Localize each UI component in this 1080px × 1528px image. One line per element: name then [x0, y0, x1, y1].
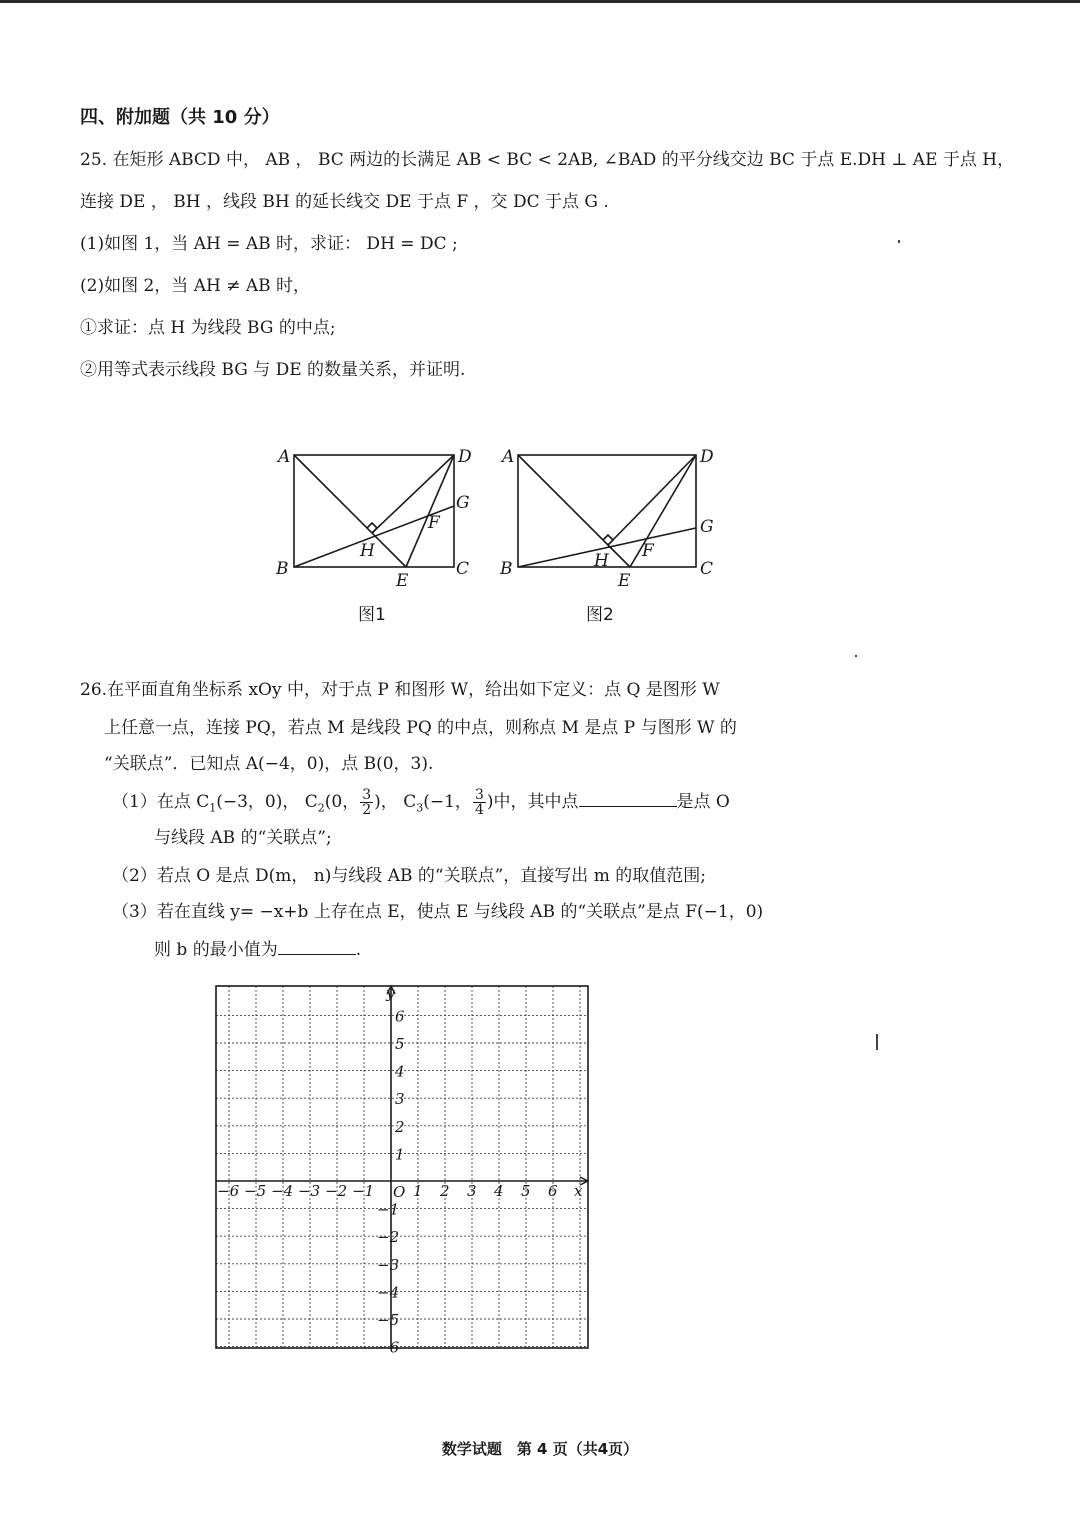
y-tick-label: −4: [377, 1283, 400, 1302]
fig2-label-D: D: [700, 447, 714, 467]
y-tick-label: −2: [377, 1228, 400, 1247]
fig2-label-F: F: [642, 541, 654, 561]
c3-fraction: [473, 788, 486, 817]
q26-p1-prefix: （1）在点 C: [112, 792, 210, 812]
y-tick-label: 4: [395, 1062, 405, 1081]
x-tick-label: 3: [467, 1182, 477, 1200]
fig1-label-E: E: [396, 571, 409, 591]
fig1-label-C: C: [456, 559, 470, 579]
c3-fraction-numerator: 3: [474, 787, 484, 803]
x-tick-label: 5: [521, 1182, 531, 1200]
y-axis-label: y: [386, 984, 395, 1002]
scan-speck: [855, 655, 857, 657]
x-tick-label: 2: [440, 1182, 450, 1200]
y-tick-label: 6: [395, 1007, 405, 1026]
fig1-label-D: D: [458, 447, 472, 467]
y-tick-label: −5: [377, 1311, 400, 1329]
q26-p3-answer-blank[interactable]: [278, 938, 356, 955]
figure-2: [494, 440, 724, 600]
fig2-right-angle-mark: [603, 535, 613, 545]
q26-p1-suffix: 是点 O: [676, 792, 730, 812]
c3-label: C: [403, 792, 417, 812]
x-tick-label: −2: [325, 1182, 348, 1200]
scan-speck: [898, 240, 900, 243]
y-tick-label: −3: [377, 1255, 400, 1274]
q25-stem-line2: 连接 DE ， BH ，线段 BH 的延长线交 DE 于点 F ，交 DC 于点 G .: [80, 192, 609, 212]
fig1-label-G: G: [456, 493, 470, 513]
fig1-label-H: H: [360, 541, 375, 561]
section-title: 四、附加题（共 10 分）: [80, 107, 280, 128]
fig2-label-A: A: [502, 447, 515, 467]
c2-close: )，: [374, 792, 398, 812]
x-tick-label: 6: [548, 1182, 558, 1200]
x-tick-label: −1: [352, 1182, 375, 1200]
y-tick-label: 5: [395, 1035, 405, 1053]
x-tick-label: 1: [413, 1182, 423, 1200]
fig1-line-AE: [294, 455, 406, 567]
q25-part2: (2)如图 2，当 AH ≠ AB 时，: [80, 276, 311, 296]
scan-top-edge: [0, 0, 1080, 3]
x-tick-label: −5: [244, 1182, 267, 1200]
fig2-label-E: E: [618, 571, 631, 591]
x-tick-label: −3: [298, 1182, 321, 1200]
q25-sub2: ②用等式表示线段 BG 与 DE 的数量关系，并证明.: [80, 360, 466, 380]
q26-part3-line1: （3）若在直线 y= −x+b 上存在点 E，使点 E 与线段 AB 的“关联点”是点 F(−1，0): [112, 902, 764, 922]
fig2-line-DE: [630, 455, 696, 567]
c2-label: C: [304, 792, 318, 812]
y-tick-label: −1: [377, 1200, 400, 1219]
fig1-right-angle-mark: [367, 523, 377, 533]
x-tick-label: −6: [217, 1182, 240, 1200]
q26-part3-line2: [154, 938, 361, 962]
y-tick-label: 1: [395, 1145, 405, 1164]
fig1-label-F: F: [428, 513, 440, 533]
q26-part1-line2: 与线段 AB 的“关联点”;: [154, 828, 332, 848]
q26-p3-suffix: .: [355, 940, 362, 960]
q26-stem-line3: “关联点”．已知点 A(−4，0)，点 B(0，3).: [104, 754, 434, 774]
c2-fraction-numerator: 3: [362, 787, 372, 803]
fig2-line-AE: [518, 455, 630, 567]
q26-stem-line1: 26.在平面直角坐标系 xOy 中，对于点 P 和图形 W，给出如下定义：点 Q 是图形 W: [80, 680, 720, 700]
c3-fraction-denominator: 4: [474, 802, 484, 818]
page-footer: 数学试题 第 4 页（共4页）: [441, 1440, 639, 1458]
c2-open: (0，: [324, 792, 360, 812]
fig1-line-DE: [406, 455, 454, 567]
c3-open: (−1，: [423, 792, 472, 812]
c1-subscript: 1: [209, 801, 217, 815]
q26-part2: （2）若点 O 是点 D(m， n)与线段 AB 的“关联点”，直接写出 m 的取值范围;: [112, 866, 706, 886]
y-tick-label: 3: [395, 1090, 405, 1109]
q25-stem-line1: 25. 在矩形 ABCD 中， AB ， BC 两边的长满足 AB < BC < 2AB, ∠BAD 的平分线交边 BC 于点 E.DH ⊥ AE 于点 H，: [80, 150, 1015, 170]
q25-part1: (1)如图 1，当 AH = AB 时，求证： DH = DC ;: [80, 234, 458, 254]
origin-label: O: [393, 1183, 406, 1201]
figure-2-caption: 图2: [586, 605, 614, 625]
c2-fraction-denominator: 2: [362, 802, 372, 818]
y-tick-label: −6: [377, 1338, 400, 1357]
x-axis-label: x: [574, 1182, 583, 1200]
figure-1: [270, 440, 480, 600]
c2-subscript: 2: [317, 801, 325, 815]
c2-fraction: [360, 788, 373, 817]
c3-subscript: 3: [416, 801, 424, 815]
fig2-label-G: G: [700, 517, 714, 537]
fig2-label-H: H: [594, 551, 609, 571]
x-tick-label: −4: [271, 1182, 294, 1200]
y-tick-label: 2: [395, 1117, 405, 1136]
fig2-label-B: B: [500, 559, 513, 579]
fig1-label-B: B: [276, 559, 289, 579]
coordinate-grid: [210, 980, 600, 1360]
q26-stem-line2: 上任意一点，连接 PQ，若点 M 是线段 PQ 的中点，则称点 M 是点 P 与图形 W 的: [104, 718, 737, 738]
fig2-label-C: C: [700, 559, 714, 579]
c1-coordinate: (−3，0)，: [216, 792, 300, 812]
q25-sub1: ①求证：点 H 为线段 BG 的中点;: [80, 318, 336, 338]
fig1-label-A: A: [278, 447, 291, 467]
c3-close: )中，其中点: [486, 792, 579, 812]
x-tick-label: 4: [494, 1182, 504, 1200]
scan-speck: [876, 1034, 878, 1050]
figure-1-caption: 图1: [358, 605, 386, 625]
q26-part1-line1: [112, 788, 730, 820]
q26-p3-prefix: 则 b 的最小值为: [154, 940, 278, 960]
q26-p1-answer-blank[interactable]: [579, 790, 677, 807]
